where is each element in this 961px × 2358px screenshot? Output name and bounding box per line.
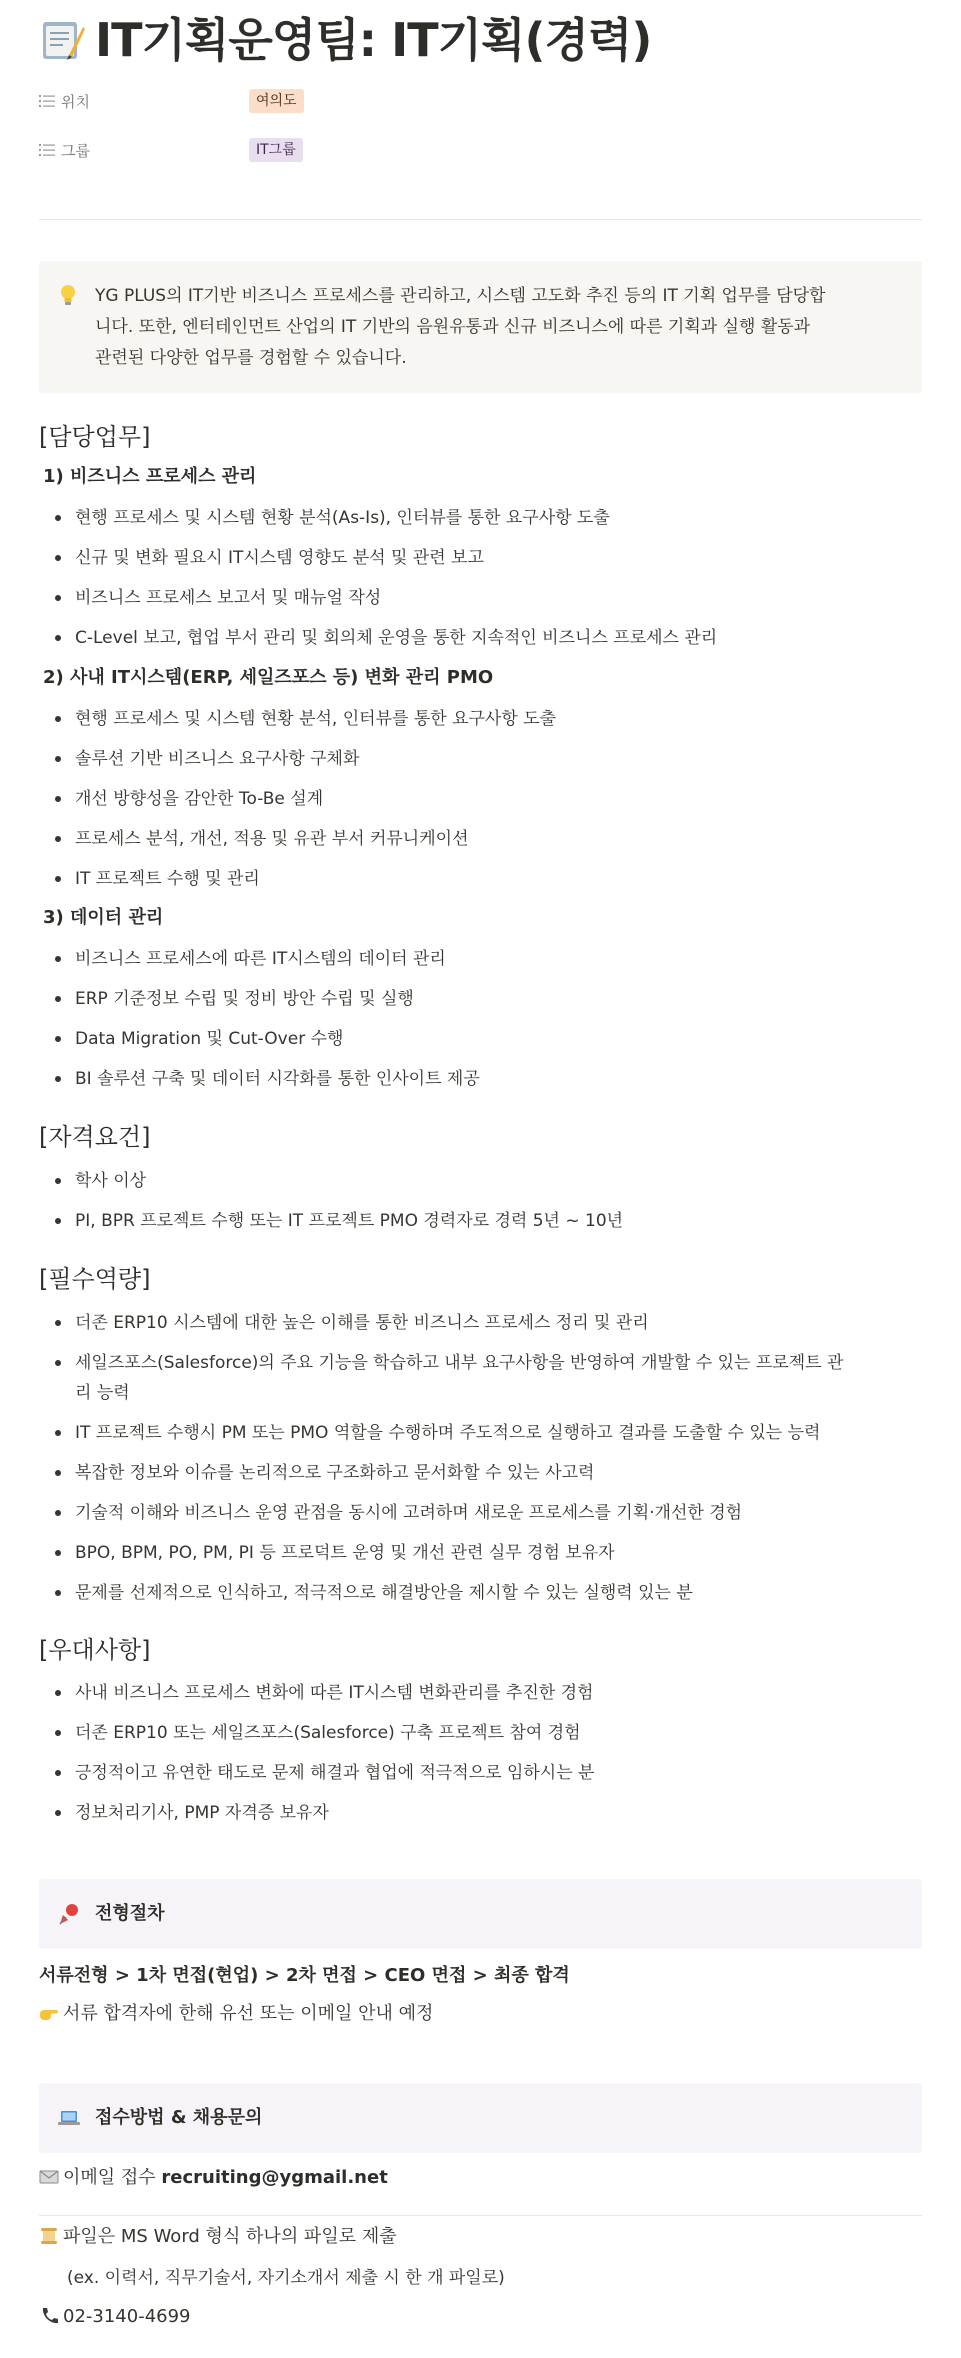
list-item: 사내 비즈니스 프로세스 변화에 따른 IT시스템 변화관리를 추진한 경험 <box>47 1678 923 1708</box>
memo-icon <box>39 17 85 63</box>
apply-callout <box>39 2083 922 2153</box>
process-steps: 서류전형 > 1차 면접(현업) > 2차 면접 > CEO 면접 > 최종 합격 <box>39 1965 570 1986</box>
list-item: 비즈니스 프로세스 보고서 및 매뉴얼 작성 <box>47 583 923 613</box>
duty-group-title: 3) 데이터 관리 <box>43 907 164 928</box>
property-location[interactable] <box>39 87 304 115</box>
list-item: 솔루션 기반 비즈니스 요구사항 구체화 <box>47 744 923 774</box>
list-icon <box>39 94 55 108</box>
process-heading: 전형절차 <box>95 1903 165 1924</box>
list-item: 기술적 이해와 비즈니스 운영 관점을 동시에 고려하며 새로운 프로세스를 기획·개선한 경험 <box>47 1498 923 1528</box>
list-item-continuation: 리 능력 <box>75 1383 130 1403</box>
list-item: 정보처리기사, PMP 자격증 보유자 <box>47 1798 923 1828</box>
list-item: 현행 프로세스 및 시스템 현황 분석, 인터뷰를 통한 요구사항 도출 <box>47 704 923 734</box>
divider <box>39 2215 922 2216</box>
title-row <box>39 12 651 68</box>
location-tag: 여의도 <box>249 89 304 113</box>
list-item: 비즈니스 프로세스에 따른 IT시스템의 데이터 관리 <box>47 944 923 974</box>
envelope-icon <box>39 2168 59 2186</box>
pointing-hand-icon <box>39 2004 59 2022</box>
lightbulb-icon <box>57 283 79 307</box>
duty-group-title: 1) 비즈니스 프로세스 관리 <box>43 466 257 487</box>
list-item: 프로세스 분석, 개선, 적용 및 유관 부서 커뮤니케이션 <box>47 824 923 854</box>
file-example: (ex. 이력서, 직무기술서, 자기소개서 제출 시 한 개 파일로) <box>67 2268 505 2288</box>
group-tag: IT그룹 <box>249 138 303 162</box>
list-item: 현행 프로세스 및 시스템 현황 분석(As-Is), 인터뷰를 통한 요구사항 도출 <box>47 503 923 533</box>
list-item: BPO, BPM, PO, PM, PI 등 프로덕트 운영 및 개선 관련 실무 경험 보유자 <box>47 1538 923 1568</box>
pushpin-icon <box>57 1902 81 1926</box>
phone-line <box>39 2303 191 2331</box>
list-item: 문제를 선제적으로 인식하고, 적극적으로 해결방안을 제시할 수 있는 실행력 있는 분 <box>47 1578 923 1608</box>
list-item: C-Level 보고, 협업 부서 관리 및 회의체 운영을 통한 지속적인 비즈니스 프로세스 관리 <box>47 623 923 653</box>
property-group[interactable] <box>39 136 303 164</box>
list-item: Data Migration 및 Cut-Over 수행 <box>47 1024 923 1054</box>
list-item: 개선 방향성을 감안한 To-Be 설계 <box>47 784 923 814</box>
phone-icon <box>39 2307 59 2325</box>
divider <box>39 219 922 220</box>
duty-group-title: 2) 사내 IT시스템(ERP, 세일즈포스 등) 변화 관리 PMO <box>43 667 494 688</box>
duties-heading: [담당업무] <box>39 423 151 451</box>
list-item: 복잡한 정보와 이슈를 논리적으로 구조화하고 문서화할 수 있는 사고력 <box>47 1458 923 1488</box>
list-item: 더존 ERP10 시스템에 대한 높은 이해를 통한 비즈니스 프로세스 정리 및 관리 <box>47 1308 923 1338</box>
property-label: 위치 <box>39 91 249 112</box>
intro-text: YG PLUS의 IT기반 비즈니스 프로세스를 관리하고, 시스템 고도화 추진 등의 IT 기획 업무를 담당합 니다. 또한, 엔터테인먼트 산업의 IT 기반의 음원유통과 신규 비즈니스에 따른 기획과 실행 활동과 관련된 다양한 업무를 경험할 수 있습니다. <box>95 286 826 368</box>
list-item: PI, BPR 프로젝트 수행 또는 IT 프로젝트 PMO 경력자로 경력 5년 ~ 10년 <box>47 1206 923 1236</box>
list-icon <box>39 143 55 157</box>
laptop-icon <box>57 2106 81 2130</box>
process-note: 서류 합격자에 한해 유선 또는 이메일 안내 예정 <box>39 2000 433 2028</box>
list-item: IT 프로젝트 수행 및 관리 <box>47 864 923 894</box>
list-item: BI 솔루션 구축 및 데이터 시각화를 통한 인사이트 제공 <box>47 1064 923 1094</box>
email-line: 이메일 접수 recruiting@ygmail.net <box>39 2164 388 2192</box>
page-title: IT기획운영팀: IT기획(경력) <box>95 13 652 67</box>
intro-callout <box>39 261 922 393</box>
competencies-heading: [필수역량] <box>39 1265 151 1293</box>
list-item: 더존 ERP10 또는 세일즈포스(Salesforce) 구축 프로젝트 참여 경험 <box>47 1718 923 1748</box>
scroll-icon <box>39 2227 59 2245</box>
preferred-heading: [우대사항] <box>39 1636 151 1664</box>
qualifications-heading: [자격요건] <box>39 1123 151 1151</box>
file-note: 파일은 MS Word 형식 하나의 파일로 제출 <box>39 2223 397 2251</box>
list-item: 세일즈포스(Salesforce)의 주요 기능을 학습하고 내부 요구사항을 반영하여 개발할 수 있는 프로젝트 관 <box>47 1348 923 1378</box>
list-item: 신규 및 변화 필요시 IT시스템 영향도 분석 및 관련 보고 <box>47 543 923 573</box>
phone-number[interactable]: 02-3140-4699 <box>63 2306 191 2327</box>
list-item: 학사 이상 <box>47 1166 923 1196</box>
list-item: IT 프로젝트 수행시 PM 또는 PMO 역할을 수행하며 주도적으로 실행하고 결과를 도출할 수 있는 능력 <box>47 1418 923 1448</box>
apply-heading: 접수방법 & 채용문의 <box>95 2107 263 2128</box>
process-callout <box>39 1879 922 1949</box>
property-label: 그룹 <box>39 140 249 161</box>
list-item: ERP 기준정보 수립 및 정비 방안 수립 및 실행 <box>47 984 923 1014</box>
list-item: 긍정적이고 유연한 태도로 문제 해결과 협업에 적극적으로 임하시는 분 <box>47 1758 923 1788</box>
email-address[interactable]: recruiting@ygmail.net <box>161 2167 388 2188</box>
